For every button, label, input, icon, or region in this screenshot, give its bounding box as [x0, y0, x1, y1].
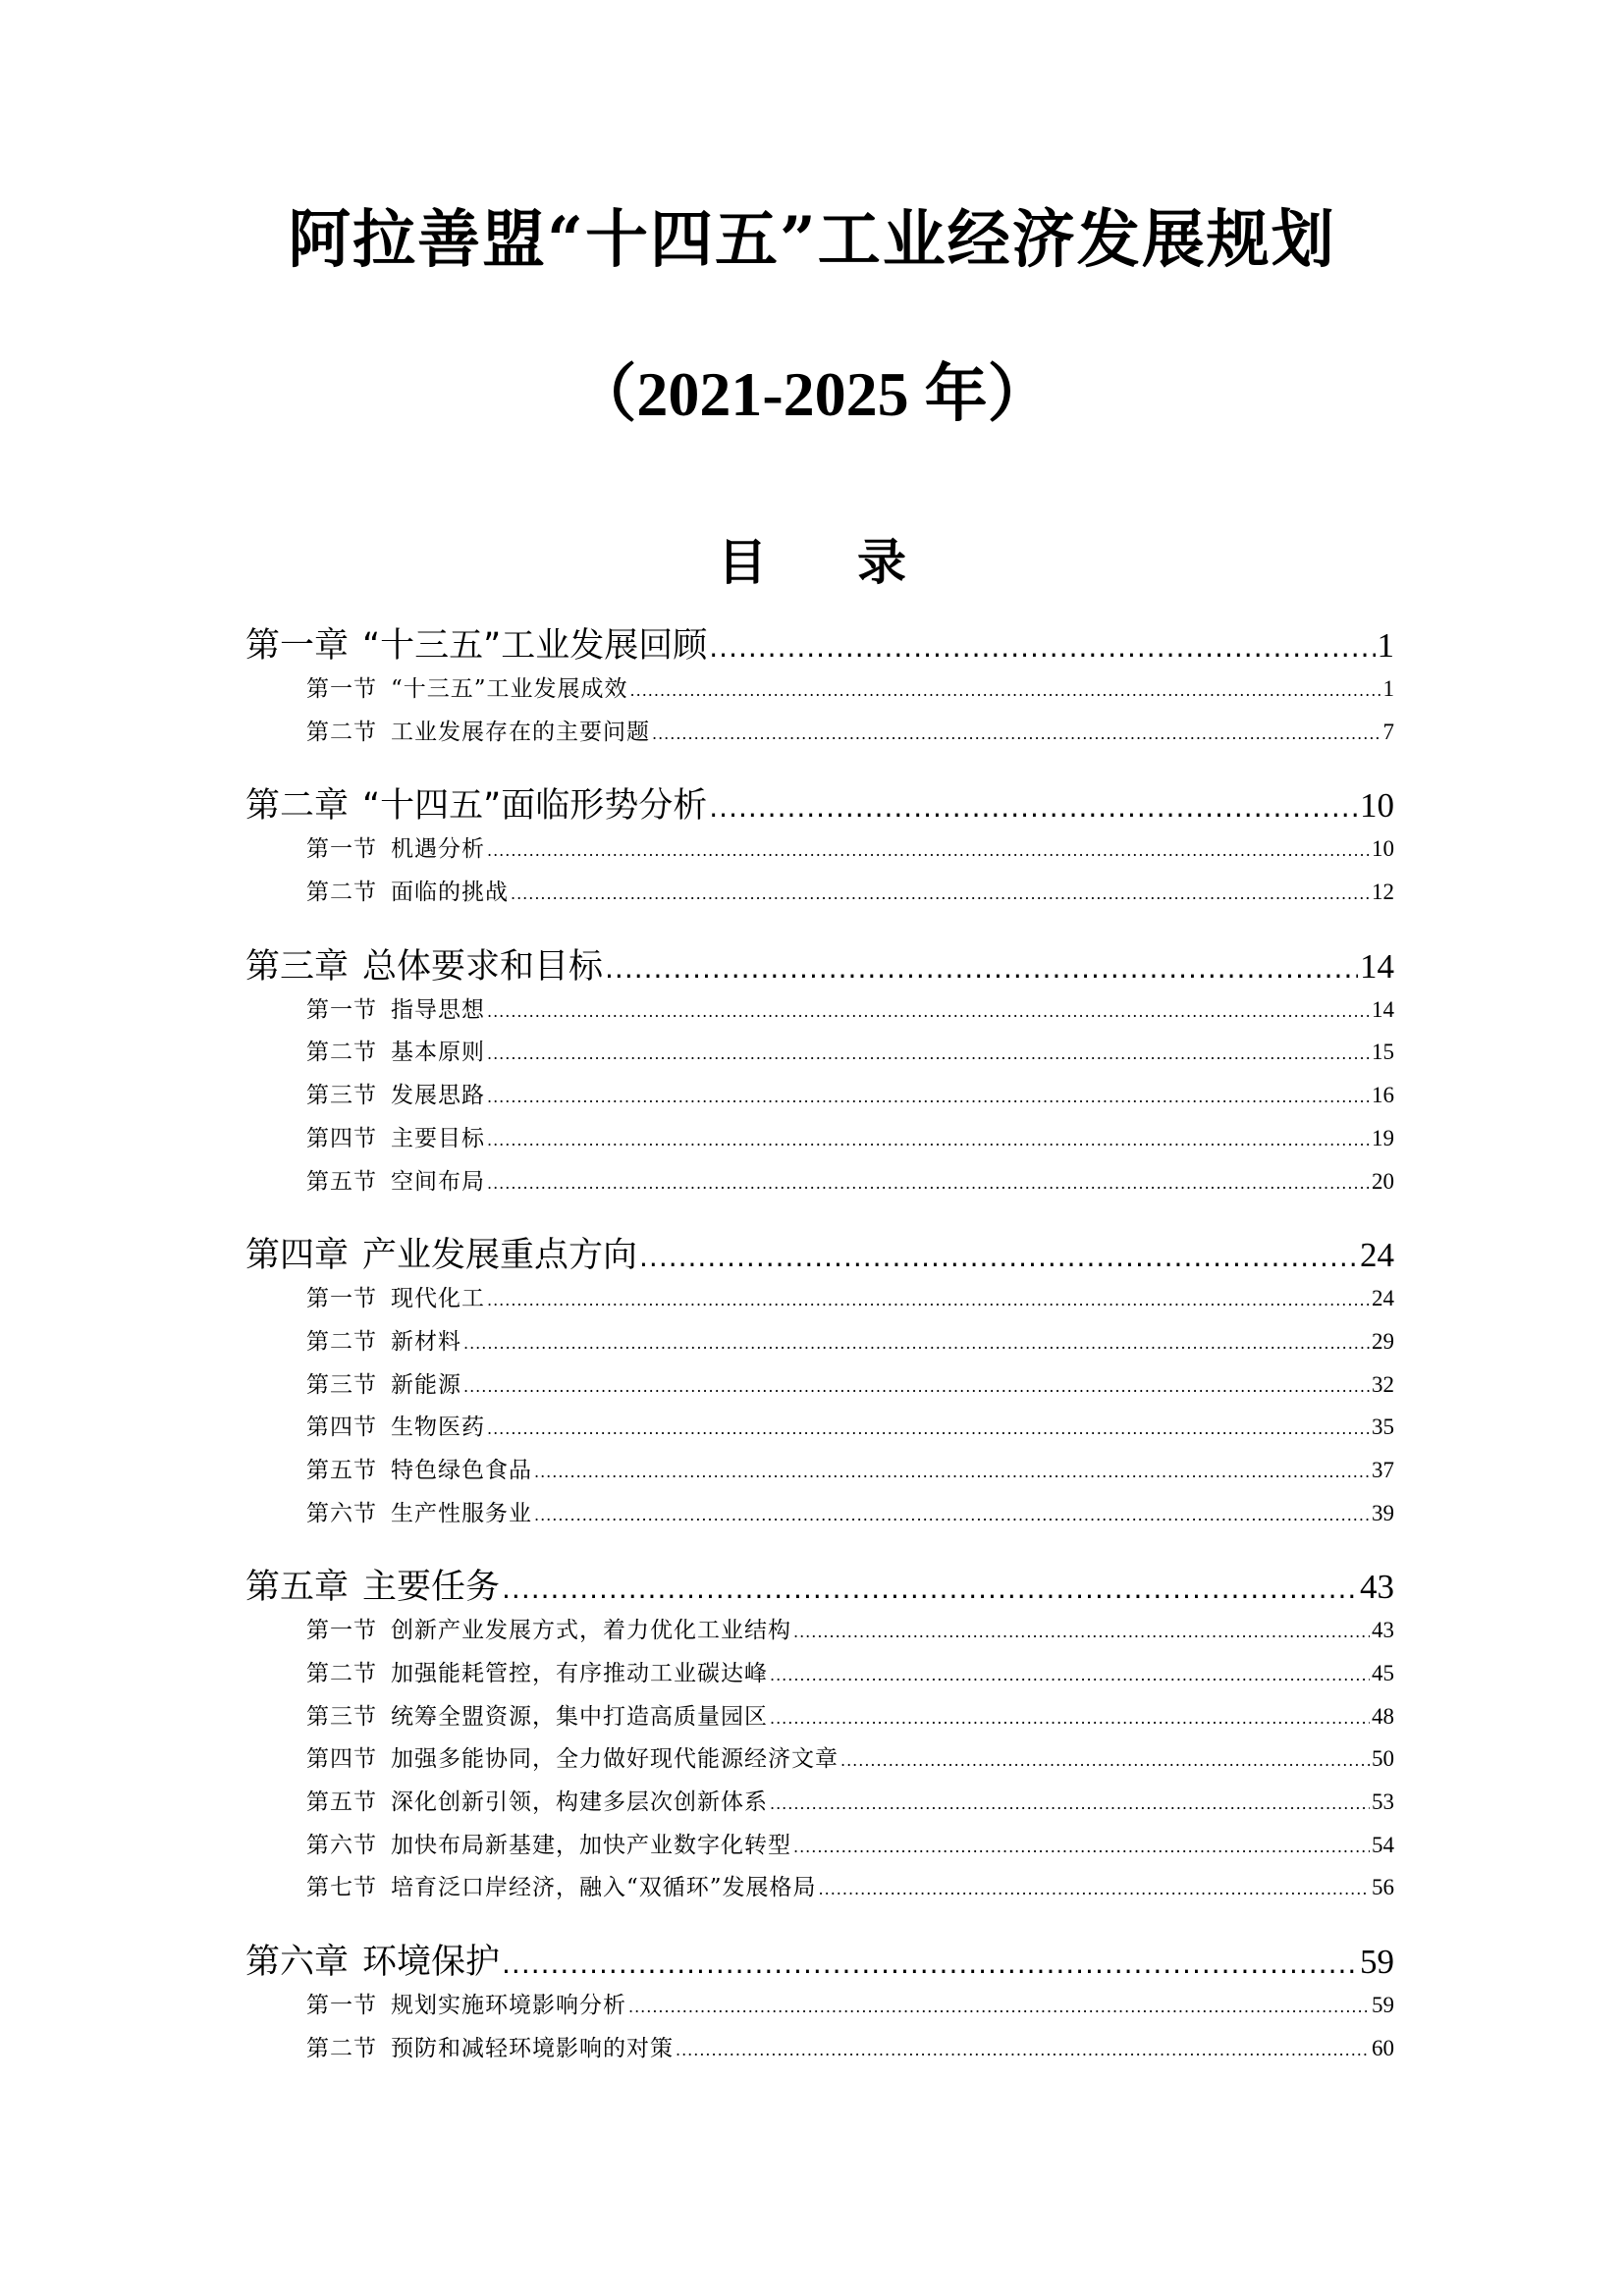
toc-chapter-entry[interactable]	[245, 1234, 1394, 1277]
section-title: 基本原则	[391, 1040, 485, 1066]
section-page-number: 59	[1372, 1993, 1394, 2018]
dot-leader	[793, 1826, 1370, 1869]
toc-section-label	[306, 668, 628, 712]
section-number: 第五节	[306, 1168, 377, 1195]
toc-section-label	[306, 1653, 768, 1696]
dot-leader	[487, 1279, 1370, 1322]
chapter-title: 产业发展重点方向	[362, 1236, 638, 1276]
chapter-number: 第一章	[245, 626, 350, 666]
toc-chapter-entry[interactable]	[245, 624, 1394, 667]
section-title: 预防和减轻环境影响的对策	[391, 2035, 674, 2061]
section-number: 第二节	[306, 1040, 377, 1066]
section-title: 统筹全盟资源，集中打造高质量园区	[391, 1703, 768, 1730]
section-number: 第四节	[306, 1125, 377, 1151]
dot-leader	[605, 947, 1358, 990]
section-number: 第二节	[306, 880, 377, 906]
toc-section-label	[306, 1825, 791, 1868]
section-page-number: 16	[1372, 1083, 1394, 1108]
section-number: 第三节	[306, 1703, 377, 1730]
chapter-number: 第二章	[245, 786, 350, 827]
section-number: 第三节	[306, 1371, 377, 1398]
section-number: 第一节	[306, 1993, 377, 2019]
dot-leader	[487, 1408, 1370, 1451]
toc-section-label	[306, 1782, 768, 1825]
toc-section-entry[interactable]	[245, 1406, 1394, 1449]
toc-section-label	[306, 1278, 485, 1321]
section-title: 特色绿色食品	[391, 1457, 532, 1483]
toc-section-label	[306, 989, 485, 1033]
toc-section-label	[306, 828, 485, 872]
toc-section-label	[306, 1985, 626, 2028]
dot-leader	[487, 1076, 1370, 1119]
dot-leader	[463, 1322, 1370, 1365]
chapter-title: 主要任务	[362, 1568, 501, 1608]
section-number: 第一节	[306, 1286, 377, 1312]
dot-leader	[628, 1986, 1370, 2029]
toc-section-entry[interactable]	[245, 828, 1394, 871]
toc-section-label	[306, 1407, 485, 1450]
section-title: 加快布局新基建，加快产业数字化转型	[391, 1832, 791, 1858]
toc-section-entry[interactable]	[245, 711, 1394, 754]
dot-leader	[511, 873, 1370, 916]
toc-section-entry[interactable]	[245, 2027, 1394, 2070]
section-title: 加强多能协同，全力做好现代能源经济文章	[391, 1746, 839, 1773]
section-number: 第七节	[306, 1875, 377, 1901]
section-page-number: 12	[1372, 880, 1394, 905]
section-title: 工业发展存在的主要问题	[391, 719, 650, 745]
section-page-number: 39	[1372, 1500, 1394, 1525]
toc-section-entry[interactable]	[245, 1652, 1394, 1695]
section-page-number: 50	[1372, 1746, 1394, 1772]
toc-section-label	[306, 1867, 817, 1910]
section-page-number: 32	[1372, 1371, 1394, 1397]
dot-leader	[534, 1494, 1370, 1537]
section-title: “十三五”工业发展成效	[391, 676, 628, 702]
toc-section-label	[306, 1364, 461, 1408]
toc-chapter-label	[245, 624, 707, 667]
toc-section-label	[306, 1493, 532, 1536]
toc-heading-char: 录	[857, 533, 906, 591]
toc-section-entry[interactable]	[245, 1609, 1394, 1652]
section-page-number: 43	[1372, 1618, 1394, 1643]
section-page-number: 19	[1372, 1125, 1394, 1150]
section-page-number: 53	[1372, 1789, 1394, 1815]
section-title: 培育泛口岸经济，融入“双循环”发展格局	[391, 1875, 817, 1901]
section-number: 第五节	[306, 1789, 377, 1816]
table-of-contents	[245, 624, 1394, 2070]
section-number: 第四节	[306, 1746, 377, 1773]
section-page-number: 60	[1372, 2035, 1394, 2060]
chapter-page-number: 43	[1360, 1568, 1394, 1607]
section-title: 创新产业发展方式，着力优化工业结构	[391, 1618, 791, 1644]
chapter-number: 第三章	[245, 946, 350, 987]
toc-chapter-label	[245, 1941, 500, 1984]
section-page-number: 37	[1372, 1457, 1394, 1482]
toc-heading-char: 目	[718, 533, 767, 591]
section-page-number: 29	[1372, 1328, 1394, 1354]
section-number: 第二节	[306, 719, 377, 745]
section-title: 空间布局	[391, 1168, 485, 1195]
toc-section-label	[306, 1321, 461, 1364]
section-page-number: 14	[1372, 996, 1394, 1022]
dot-leader	[709, 626, 1375, 669]
chapter-title: “十三五”工业发展回顾	[362, 626, 708, 666]
section-number: 第二节	[306, 1328, 377, 1355]
toc-chapter-entry[interactable]	[245, 945, 1394, 988]
chapter-number: 第四章	[245, 1236, 350, 1276]
toc-section-entry[interactable]	[245, 988, 1394, 1032]
toc-section-entry[interactable]	[245, 1695, 1394, 1738]
toc-heading	[0, 528, 1624, 597]
section-page-number: 15	[1372, 1040, 1394, 1065]
section-page-number: 24	[1372, 1286, 1394, 1311]
section-page-number: 7	[1382, 719, 1394, 744]
section-page-number: 1	[1382, 676, 1394, 701]
toc-section-label	[306, 1161, 485, 1204]
dot-leader	[770, 1654, 1370, 1697]
chapter-title: 环境保护	[362, 1943, 501, 1983]
dot-leader	[487, 1119, 1370, 1162]
toc-section-label	[306, 1450, 532, 1493]
section-title: 生产性服务业	[391, 1500, 532, 1526]
section-title: 现代化工	[391, 1286, 485, 1312]
toc-section-entry[interactable]	[245, 1363, 1394, 1407]
toc-section-entry[interactable]	[245, 1492, 1394, 1535]
toc-section-entry[interactable]	[245, 1117, 1394, 1160]
dot-leader	[652, 713, 1381, 756]
section-number: 第六节	[306, 1832, 377, 1858]
section-title: 生物医药	[391, 1415, 485, 1441]
dot-leader	[487, 990, 1370, 1034]
toc-chapter-label	[245, 784, 707, 828]
toc-section-entry[interactable]	[245, 1866, 1394, 1909]
toc-section-entry[interactable]	[245, 1277, 1394, 1320]
toc-section-entry[interactable]	[245, 1984, 1394, 2027]
toc-section-entry[interactable]	[245, 1074, 1394, 1117]
toc-section-label	[306, 1032, 485, 1075]
chapter-number: 第六章	[245, 1943, 350, 1983]
toc-section-label	[306, 2028, 674, 2071]
toc-chapter-label	[245, 1234, 637, 1277]
dot-leader	[502, 1943, 1358, 1986]
section-title: 发展思路	[391, 1083, 485, 1109]
section-title: 规划实施环境影响分析	[391, 1993, 626, 2019]
section-number: 第二节	[306, 2035, 377, 2061]
dot-leader	[487, 1033, 1370, 1076]
dot-leader	[819, 1868, 1370, 1911]
chapter-title: “十四五”面临形势分析	[362, 786, 708, 827]
toc-section-label	[306, 1118, 485, 1161]
section-page-number: 45	[1372, 1661, 1394, 1685]
dot-leader	[534, 1451, 1370, 1494]
section-page-number: 35	[1372, 1415, 1394, 1440]
chapter-page-number: 10	[1360, 786, 1394, 826]
toc-chapter-entry[interactable]	[245, 784, 1394, 828]
toc-section-entry[interactable]	[245, 1031, 1394, 1074]
section-number: 第六节	[306, 1500, 377, 1526]
chapter-page-number: 24	[1360, 1236, 1394, 1275]
toc-section-entry[interactable]	[245, 667, 1394, 711]
section-number: 第二节	[306, 1661, 377, 1686]
toc-chapter-label	[245, 1566, 500, 1609]
chapter-page-number: 14	[1360, 946, 1394, 986]
document-title: 阿拉善盟“十四五”工业经济发展规划	[288, 203, 1336, 277]
toc-section-entry[interactable]	[245, 1737, 1394, 1781]
dot-leader	[770, 1697, 1370, 1740]
dot-leader	[676, 2029, 1370, 2072]
section-number: 第一节	[306, 676, 377, 702]
section-page-number: 56	[1372, 1875, 1394, 1900]
chapter-number: 第五章	[245, 1568, 350, 1608]
section-number: 第五节	[306, 1457, 377, 1483]
section-title: 面临的挑战	[391, 880, 509, 906]
toc-chapter-label	[245, 945, 603, 988]
section-number: 第一节	[306, 836, 377, 863]
toc-section-entry[interactable]	[245, 1781, 1394, 1824]
dot-leader	[709, 786, 1358, 829]
toc-section-label	[306, 1696, 768, 1739]
toc-section-label	[306, 712, 650, 755]
toc-section-label	[306, 1610, 791, 1653]
dot-leader	[639, 1236, 1358, 1279]
section-number: 第一节	[306, 996, 377, 1023]
section-title: 指导思想	[391, 996, 485, 1023]
section-title: 新材料	[391, 1328, 461, 1355]
chapter-title: 总体要求和目标	[362, 946, 604, 987]
document-subtitle: （2021-2025 年）	[573, 359, 1051, 429]
section-title: 新能源	[391, 1371, 461, 1398]
chapter-page-number: 59	[1360, 1943, 1394, 1982]
dot-leader	[502, 1568, 1358, 1611]
chapter-page-number: 1	[1377, 626, 1394, 665]
section-title: 深化创新引领，构建多层次创新体系	[391, 1789, 768, 1816]
toc-section-label	[306, 1738, 839, 1782]
dot-leader	[487, 829, 1370, 873]
section-page-number: 20	[1372, 1168, 1394, 1194]
toc-section-label	[306, 1075, 485, 1118]
toc-section-entry[interactable]	[245, 871, 1394, 914]
toc-section-label	[306, 872, 509, 915]
toc-chapter-entry[interactable]	[245, 1941, 1394, 1984]
section-page-number: 48	[1372, 1703, 1394, 1729]
dot-leader	[840, 1739, 1370, 1783]
dot-leader	[770, 1783, 1370, 1826]
dot-leader	[487, 1162, 1370, 1205]
toc-section-entry[interactable]	[245, 1449, 1394, 1492]
dot-leader	[630, 669, 1381, 713]
section-number: 第三节	[306, 1083, 377, 1109]
section-title: 主要目标	[391, 1125, 485, 1151]
toc-chapter-entry[interactable]	[245, 1566, 1394, 1609]
dot-leader	[793, 1611, 1370, 1654]
section-number: 第四节	[306, 1415, 377, 1441]
section-page-number: 54	[1372, 1832, 1394, 1857]
section-page-number: 10	[1372, 836, 1394, 862]
section-title: 加强能耗管控，有序推动工业碳达峰	[391, 1661, 768, 1686]
toc-section-entry[interactable]	[245, 1320, 1394, 1363]
section-title: 机遇分析	[391, 836, 485, 863]
section-number: 第一节	[306, 1618, 377, 1644]
dot-leader	[463, 1365, 1370, 1409]
toc-section-entry[interactable]	[245, 1824, 1394, 1867]
toc-section-entry[interactable]	[245, 1160, 1394, 1203]
